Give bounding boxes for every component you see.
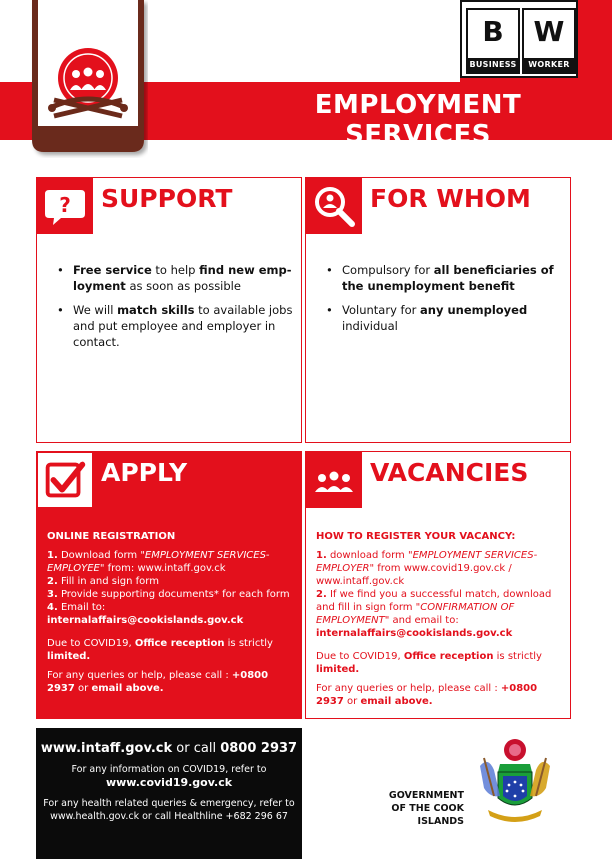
- support-panel: [36, 177, 302, 443]
- for-whom-list: [326, 262, 562, 342]
- vacancies-step-1: 1. download form "EMPLOYMENT SERVICES-EMPLOYER" from www.covid19.gov.ck / www.intaff.gov.ck: [316, 550, 538, 587]
- for-whom-icon-box: [306, 178, 362, 234]
- apply-step-2: 2. Fill in and sign form: [47, 576, 159, 587]
- people-group-icon: [306, 452, 362, 508]
- worker-label: WORKER: [524, 58, 574, 72]
- vacancies-step-2: 2. If we find you a successful match, download and fill in sign form "CONFIRMATION OF EMPLOYMENT" and email to: internalaffairs@cookislands.gov.ck: [316, 589, 552, 639]
- question-icon: [37, 178, 93, 234]
- apply-panel: [36, 451, 302, 719]
- business-worker-badge: [460, 0, 578, 78]
- list-item: • Compulsory for all beneficiaries of the unemployment benefit: [326, 262, 562, 294]
- apply-help-note: For any queries or help, please call : +0800 2937 or email above.: [47, 670, 269, 694]
- business-label: BUSINESS: [468, 58, 518, 72]
- apply-title: APPLY: [101, 458, 188, 487]
- list-item: • We will match skills to available jobs and put employee and employer in contact.: [57, 302, 293, 350]
- ministry-logo: [30, 0, 148, 158]
- footer-health-line-2: www.health.gov.ck or call Healthline +682 296 67: [50, 811, 288, 822]
- for-whom-panel: [305, 177, 571, 443]
- vacancies-covid-note: Due to COVID19, Office reception is strictly limited.: [316, 651, 542, 675]
- svg-text:?: ?: [59, 193, 71, 217]
- vacancies-title: VACANCIES: [370, 458, 529, 487]
- vacancies-panel: [305, 451, 571, 719]
- footer-covid-site: www.covid19.gov.ck: [105, 776, 233, 789]
- worker-cell: [522, 8, 576, 74]
- footer-site-line: www.intaff.gov.ck or call 0800 2937: [40, 741, 298, 756]
- list-item: • Free service to help find new employment as soon as possible: [57, 262, 293, 294]
- checkbox-icon: [38, 453, 92, 507]
- coat-of-arms-icon: [470, 736, 560, 828]
- apply-instructions: [47, 530, 297, 695]
- list-item: • Voluntary for any unemployed individual: [326, 302, 562, 334]
- page-title: EMPLOYMENT SERVICES: [314, 90, 522, 150]
- footer-health-line-1: For any health related queries & emergency, refer to: [43, 798, 295, 809]
- search-person-icon: [306, 178, 362, 234]
- apply-step-3: 3. Provide supporting documents* for each form: [47, 589, 290, 600]
- vacancies-help-note: For any queries or help, please call : +0800 2937 or email above.: [316, 683, 538, 707]
- vacancies-heading: HOW TO REGISTER YOUR VACANCY:: [316, 531, 516, 542]
- vacancies-instructions: [316, 530, 566, 708]
- apply-heading: ONLINE REGISTRATION: [47, 531, 176, 542]
- business-letter: B: [482, 15, 504, 48]
- footer-covid-line: For any information on COVID19, refer to: [71, 764, 267, 775]
- apply-step-4: 4. Email to: internalaffairs@cookislands.gov.ck: [47, 602, 244, 626]
- support-icon-box: [37, 178, 93, 234]
- business-cell: [466, 8, 520, 74]
- apply-covid-note: Due to COVID19, Office reception is strictly limited.: [47, 638, 273, 662]
- government-name: GOVERNMENT OF THE COOK ISLANDS: [388, 790, 464, 827]
- worker-letter: W: [533, 15, 565, 48]
- support-list: [57, 262, 293, 358]
- apply-icon-box: [37, 452, 93, 508]
- support-title: SUPPORT: [101, 184, 233, 213]
- vacancies-icon-box: [306, 452, 362, 508]
- footer-contact-box: [36, 728, 302, 859]
- for-whom-title: FOR WHOM: [370, 184, 531, 213]
- apply-step-1: 1. Download form "EMPLOYMENT SERVICES-EMPLOYEE" from: www.intaff.gov.ck: [47, 550, 270, 574]
